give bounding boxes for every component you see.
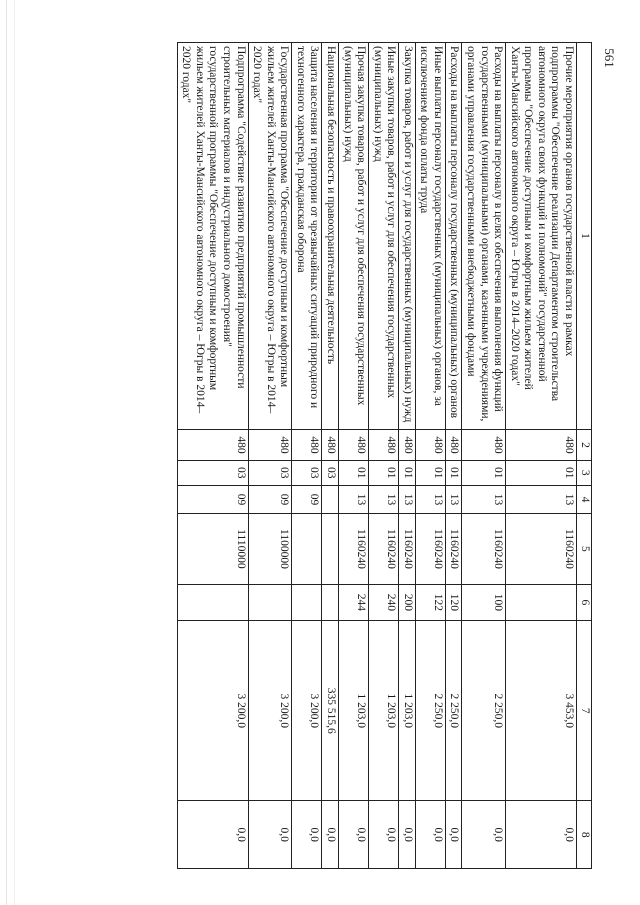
row-c7: 1 203,0 bbox=[399, 621, 416, 801]
table-row bbox=[415, 43, 445, 869]
row-c6: 240 bbox=[369, 584, 399, 621]
row-name: Прочая закупка товаров, работ и услуг для обеспечения государственных (муниципальных) нужд bbox=[339, 43, 369, 430]
table-row bbox=[292, 43, 322, 869]
row-c6: 244 bbox=[339, 584, 369, 621]
header-col-8: 8 bbox=[577, 801, 592, 869]
row-c7: 1 203,0 bbox=[369, 621, 399, 801]
row-c5: 1160240 bbox=[462, 514, 506, 584]
budget-table bbox=[177, 42, 592, 869]
row-c5: 1100000 bbox=[248, 514, 292, 584]
row-c6 bbox=[248, 584, 292, 621]
table-row bbox=[248, 43, 292, 869]
row-name: Подпрограмма "Содействие развитию предприятий промышленности строительных материалов и индустриального домостроения" государственной программы "Обеспечение доступным и комфортным жильем жителей Ханты-Мансийского автономного округа – Югры в 2014–2020 годах" bbox=[177, 43, 248, 430]
row-c3: 03 bbox=[248, 460, 292, 485]
row-c6: 122 bbox=[415, 584, 445, 621]
row-c3: 03 bbox=[322, 460, 339, 485]
row-c4: 13 bbox=[445, 485, 462, 514]
row-c6 bbox=[506, 584, 577, 621]
row-name: Прочие мероприятия органов государственной власти в рамках подпрограммы "Обеспечение реализации Департаментом строительства автономного округа своих функций и полномочий" государственной программы "Обеспечение доступным и комфортным жильем жителей Ханты-Мансийского автономного округа – Югры в 2014–2020 годах" bbox=[506, 43, 577, 430]
row-c5: 1160240 bbox=[445, 514, 462, 584]
row-c3: 01 bbox=[415, 460, 445, 485]
row-c6 bbox=[177, 584, 248, 621]
row-c8: 0,0 bbox=[339, 801, 369, 869]
row-c2: 480 bbox=[415, 430, 445, 461]
row-c3: 01 bbox=[462, 460, 506, 485]
row-c7: 3 200,0 bbox=[248, 621, 292, 801]
row-c6: 100 bbox=[462, 584, 506, 621]
row-c4: 13 bbox=[415, 485, 445, 514]
row-c3: 01 bbox=[399, 460, 416, 485]
row-c4: 13 bbox=[399, 485, 416, 514]
row-c7: 3 453,0 bbox=[506, 621, 577, 801]
row-c7: 2 250,0 bbox=[462, 621, 506, 801]
row-c5: 1160240 bbox=[415, 514, 445, 584]
table-row bbox=[506, 43, 577, 869]
header-col-3: 3 bbox=[577, 460, 592, 485]
row-c2: 480 bbox=[506, 430, 577, 461]
row-c2: 480 bbox=[462, 430, 506, 461]
row-c6 bbox=[292, 584, 322, 621]
row-c2: 480 bbox=[399, 430, 416, 461]
row-c4: 13 bbox=[506, 485, 577, 514]
row-c2: 480 bbox=[248, 430, 292, 461]
row-c2: 480 bbox=[177, 430, 248, 461]
header-col-6: 6 bbox=[577, 584, 592, 621]
table-row bbox=[177, 43, 248, 869]
row-c5 bbox=[292, 514, 322, 584]
row-c7: 3 200,0 bbox=[292, 621, 322, 801]
row-c4: 13 bbox=[369, 485, 399, 514]
row-c2: 480 bbox=[369, 430, 399, 461]
table-row bbox=[369, 43, 399, 869]
row-c2: 480 bbox=[292, 430, 322, 461]
row-c2: 480 bbox=[339, 430, 369, 461]
row-name: Иные выплаты персоналу государственных (муниципальных) органов, за исключением фонда оплаты труда bbox=[415, 43, 445, 430]
row-c4 bbox=[322, 485, 339, 514]
row-c5: 1160240 bbox=[506, 514, 577, 584]
row-name: Расходы на выплаты персоналу в целях обеспечения выполнения функций государственными (муниципальными) органами, казенными учреждениями, органами управления государственными внебюджетными фондами bbox=[462, 43, 506, 430]
row-c8: 0,0 bbox=[399, 801, 416, 869]
row-name: Государственная программа "Обеспечение доступным и комфортным жильем жителей Ханты-Мансийского автономного округа – Югры в 2014–2020 годах" bbox=[248, 43, 292, 430]
row-c7: 1 203,0 bbox=[339, 621, 369, 801]
row-c6: 120 bbox=[445, 584, 462, 621]
header-col-2: 2 bbox=[577, 430, 592, 461]
row-name: Иные закупки товаров, работ и услуг для обеспечения государственных (муниципальных) нужд bbox=[369, 43, 399, 430]
row-c8: 0,0 bbox=[177, 801, 248, 869]
table-header-row bbox=[577, 43, 592, 869]
table-row bbox=[399, 43, 416, 869]
header-col-5: 5 bbox=[577, 514, 592, 584]
row-c3: 01 bbox=[339, 460, 369, 485]
row-name: Расходы на выплаты персоналу государственных (муниципальных) органов bbox=[445, 43, 462, 430]
row-c5: 1160240 bbox=[339, 514, 369, 584]
row-c8: 0,0 bbox=[445, 801, 462, 869]
row-c3: 01 bbox=[445, 460, 462, 485]
row-c3: 03 bbox=[177, 460, 248, 485]
row-c6: 200 bbox=[399, 584, 416, 621]
table-row bbox=[462, 43, 506, 869]
header-col-1: 1 bbox=[577, 43, 592, 430]
budget-table-body bbox=[177, 43, 591, 869]
row-c8: 0,0 bbox=[322, 801, 339, 869]
row-c6 bbox=[322, 584, 339, 621]
row-name: Национальная безопасность и правоохранительная деятельность bbox=[322, 43, 339, 430]
row-c2: 480 bbox=[322, 430, 339, 461]
row-c5: 1110000 bbox=[177, 514, 248, 584]
row-c2: 480 bbox=[445, 430, 462, 461]
row-c7: 2 250,0 bbox=[415, 621, 445, 801]
row-c4: 09 bbox=[292, 485, 322, 514]
table-row bbox=[322, 43, 339, 869]
row-c8: 0,0 bbox=[506, 801, 577, 869]
row-c8: 0,0 bbox=[462, 801, 506, 869]
row-c4: 13 bbox=[462, 485, 506, 514]
row-c7: 3 200,0 bbox=[177, 621, 248, 801]
row-name: Закупка товаров, работ и услуг для государственных (муниципальных) нужд bbox=[399, 43, 416, 430]
row-c3: 01 bbox=[506, 460, 577, 485]
row-c7: 2 250,0 bbox=[445, 621, 462, 801]
row-name: Защита населения и территории от чрезвычайных ситуаций природного и техногенного характера, гражданская оборона bbox=[292, 43, 322, 430]
row-c3: 03 bbox=[292, 460, 322, 485]
row-c4: 13 bbox=[339, 485, 369, 514]
page-number: 561 bbox=[601, 48, 617, 68]
row-c8: 0,0 bbox=[415, 801, 445, 869]
row-c8: 0,0 bbox=[369, 801, 399, 869]
row-c4: 09 bbox=[177, 485, 248, 514]
header-col-4: 4 bbox=[577, 485, 592, 514]
row-c3: 01 bbox=[369, 460, 399, 485]
table-row bbox=[445, 43, 462, 869]
table-row bbox=[339, 43, 369, 869]
row-c7: 335 515,6 bbox=[322, 621, 339, 801]
header-col-7: 7 bbox=[577, 621, 592, 801]
row-c5 bbox=[322, 514, 339, 584]
row-c8: 0,0 bbox=[292, 801, 322, 869]
row-c8: 0,0 bbox=[248, 801, 292, 869]
row-c5: 1160240 bbox=[369, 514, 399, 584]
row-c4: 09 bbox=[248, 485, 292, 514]
row-c5: 1160240 bbox=[399, 514, 416, 584]
